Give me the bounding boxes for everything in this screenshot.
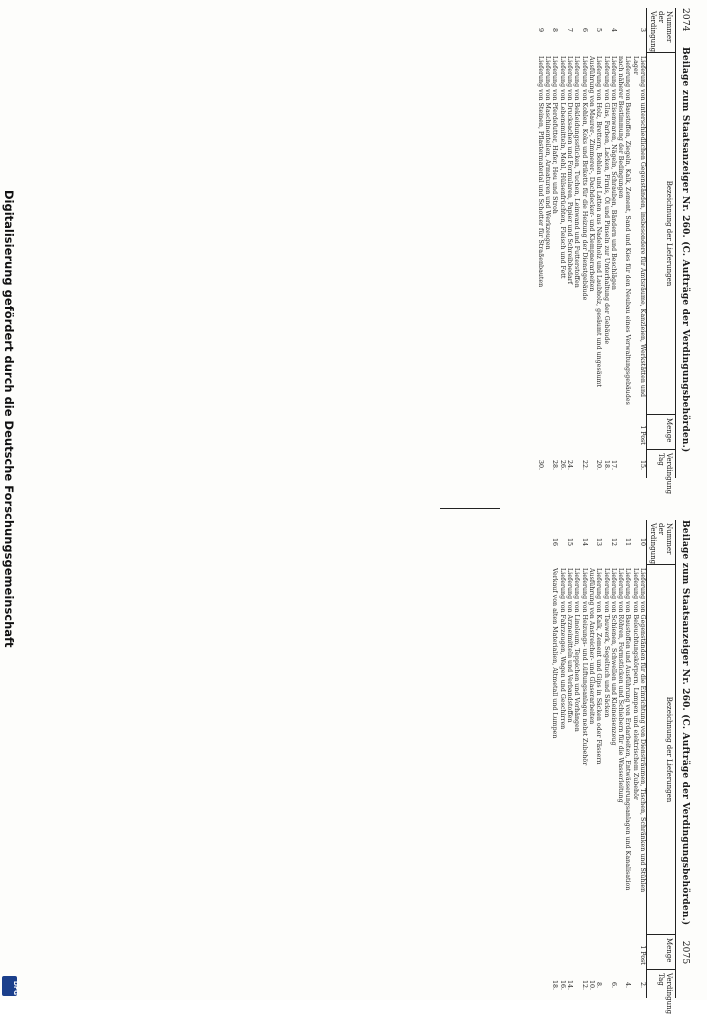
table-cell-c4: 4. <box>624 981 632 988</box>
table-cell-c4: 18. <box>602 459 610 470</box>
table-cell-c3: 1 Post <box>639 425 646 445</box>
table-row <box>573 520 580 998</box>
table-row <box>537 8 544 478</box>
table-cell-c3 <box>595 938 602 972</box>
table-cell-c3: 1 Post <box>639 945 646 965</box>
col-date: Verdingung Tag <box>657 973 673 1014</box>
table-cell-c1 <box>588 8 595 52</box>
table-cell-c2: Lieferung von Maschinenteilen, Armaturen und Werkzeugen <box>544 56 552 250</box>
dfg-logo <box>2 976 17 996</box>
table-cell-c4: 18. <box>551 979 559 990</box>
table-cell-c4 <box>617 452 632 478</box>
top-table-body <box>537 8 646 478</box>
table-row <box>566 520 573 998</box>
table-row <box>573 8 580 478</box>
table-cell-c2: Lieferung von Gegenständen für die Einrichtung von Diensträumen, Tischen, Schränken und Stühlen <box>639 568 646 893</box>
table-cell-c4: 26. <box>558 459 566 470</box>
table-row <box>551 520 558 998</box>
table-row <box>588 520 595 998</box>
table-cell-c1: 3 <box>639 27 646 32</box>
table-cell-c2: Lieferung von Beleuchtungskörpern, Lampen und elektrischem Zubehör <box>631 568 639 800</box>
table-cell-c1 <box>631 520 638 564</box>
table-row <box>595 8 602 478</box>
table-cell-c4: 14. <box>566 979 574 990</box>
table-row <box>631 8 646 478</box>
table-cell-c3 <box>551 938 558 972</box>
table-cell-c3 <box>588 938 595 972</box>
top-page <box>50 8 690 495</box>
table-cell-c1: 8 <box>551 27 559 32</box>
table-cell-c3 <box>602 418 609 452</box>
table-cell-c1: 15 <box>566 537 574 546</box>
table-cell-c1 <box>573 8 580 52</box>
table-row <box>588 8 595 478</box>
table-cell-c3 <box>537 418 544 452</box>
table-cell-c1: 9 <box>536 27 544 32</box>
table-cell-c4 <box>573 972 580 998</box>
table-cell-c1: 7 <box>566 27 574 32</box>
bottom-table-body <box>551 520 646 998</box>
table-cell-c2: Lieferung von Kohlen, Koks und Briketts für die Heizung der Dienstgebäude <box>580 56 588 301</box>
table-row <box>551 8 558 478</box>
top-page-header <box>680 8 690 478</box>
table-row <box>595 520 602 998</box>
col-description: Bezeichnung der Lieferungen <box>647 565 675 935</box>
table-cell-c2: Lieferung von Arzneimitteln und Verbandstoffen <box>566 568 574 723</box>
table-cell-c2: Lieferung von Lebensmitteln, Mehl, Hülsenfrüchten, Fleisch und Fett <box>558 56 566 279</box>
page-separator <box>440 508 500 509</box>
bottom-table-header <box>646 520 676 1014</box>
table-cell-c4: 20. <box>595 459 603 470</box>
col-number: Nummer der Verdingung <box>647 520 675 565</box>
table-cell-c3 <box>558 938 565 972</box>
table-row <box>624 520 631 998</box>
table-cell-c3 <box>558 418 565 452</box>
table-cell-c3 <box>617 418 632 452</box>
table-row <box>602 520 609 998</box>
bottom-page <box>50 520 690 1014</box>
table-cell-c3 <box>573 418 580 452</box>
table-cell-c3 <box>617 938 624 972</box>
table-cell-c3 <box>588 418 595 452</box>
table-cell-c3 <box>602 938 609 972</box>
table-cell-c4: 30. <box>536 459 544 470</box>
table-cell-c2: Lieferung von Tauwerk, Segeltuch und Säcken <box>602 568 610 718</box>
table-cell-c1: 6 <box>580 27 588 32</box>
table-cell-c2: Lieferung von Glas, Farben, Lacken, Firnis, Öl und Pinseln zur Unterhaltung der Gebäude <box>602 56 610 345</box>
table-cell-c2: Lieferung von Kalk, Zement und Gips in Säcken oder Fässern <box>595 568 603 765</box>
table-cell-c4 <box>631 972 638 998</box>
table-cell-c2: Lieferung von Heizungs- und Lüftungsanlagen nebst Zubehör <box>580 568 588 766</box>
table-cell-c1 <box>602 8 609 52</box>
table-cell-c3 <box>580 418 587 452</box>
table-cell-c4 <box>602 972 609 998</box>
table-row <box>566 8 573 478</box>
table-cell-c2: Lieferung von Röhren, Formstücken und Schiebern für die Wasserleitung <box>617 568 625 803</box>
table-cell-c1 <box>588 520 595 564</box>
table-cell-c1: 16 <box>551 537 559 546</box>
table-cell-c4 <box>544 452 551 478</box>
bottom-page-header <box>680 520 690 998</box>
table-cell-c1 <box>617 520 624 564</box>
table-row <box>580 520 587 998</box>
table-cell-c2: Lieferung von Eisenwaren, Nägeln, Schrauben, Bändern und Beschlägen <box>609 56 617 290</box>
table-cell-c1 <box>544 8 551 52</box>
table-row <box>610 8 617 478</box>
top-table-header <box>646 8 676 495</box>
table-cell-c2: Lieferung von Baustoffen, Ziegeln, Kalk, Zement, Sand und Kies für den Neubau eines Verwaltungsgebäudes nach näherer Bestimmung der Bedingungen <box>617 56 632 405</box>
table-cell-c4: 2. <box>639 981 646 988</box>
table-cell-c1 <box>558 520 565 564</box>
table-cell-c1 <box>617 8 632 52</box>
table-cell-c1 <box>558 8 565 52</box>
table-cell-c4: 15. <box>639 459 646 470</box>
table-cell-c2: Ausführung von Maurer-, Zimmerer-, Dachdecker- und Klempnerarbeiten <box>587 56 595 292</box>
table-cell-c2: Lieferung von Steinen, Pflastermaterial und Schotter für Straßenbauten <box>536 56 544 288</box>
table-cell-c3 <box>631 938 638 972</box>
table-cell-c4: 12. <box>580 979 588 990</box>
table-cell-c2: Ausführung von Anstreicher- und Glaserarbeiten <box>587 568 595 725</box>
table-row <box>580 8 587 478</box>
dfg-logo-text: DFG <box>12 981 19 996</box>
table-cell-c3 <box>551 418 558 452</box>
top-page-title: Beilage zum Staatsanzeiger Nr. 260. (C. Aufträge der Verdingungsbehörden.) <box>680 47 690 453</box>
table-cell-c3 <box>595 418 602 452</box>
funding-note-text: Digitalisierung gefördert durch die Deutsche Forschungsgemeinschaft <box>2 190 16 648</box>
table-cell-c3 <box>610 938 617 972</box>
table-cell-c2: Lieferung von unterschiedlichen Gegenständen, insbesondere für Amtsräume, Kanzleien, Werkstätten und Lager <box>631 56 646 398</box>
table-cell-c4: 24. <box>566 459 574 470</box>
col-amount: Menge <box>647 415 675 450</box>
table-row <box>639 520 646 998</box>
table-cell-c4: 22. <box>580 459 588 470</box>
table-cell-c4 <box>588 452 595 478</box>
col-number: Nummer der Verdingung <box>647 8 675 53</box>
bottom-page-title: Beilage zum Staatsanzeiger Nr. 260. (C. Aufträge der Verdingungsbehörden.) <box>680 520 690 926</box>
table-cell-c3 <box>624 938 631 972</box>
table-row <box>602 8 609 478</box>
table-row <box>558 8 565 478</box>
table-row <box>617 520 624 998</box>
table-row <box>544 8 551 478</box>
table-cell-c1 <box>573 520 580 564</box>
table-cell-c4: 28. <box>551 459 559 470</box>
table-cell-c3 <box>544 418 551 452</box>
table-cell-c4: 16. <box>558 979 566 990</box>
table-cell-c4 <box>617 972 624 998</box>
table-cell-c3 <box>610 418 617 452</box>
table-cell-c2: Lieferung von Schienen, Schwellen und Kleineisenzeug <box>609 568 617 746</box>
table-cell-c2: Lieferung von Bekleidungsstücken, Tuchen, Leinwand und Futterstoffen <box>573 56 581 288</box>
table-cell-c1: 14 <box>580 537 588 546</box>
table-cell-c1: 4 <box>609 27 617 32</box>
table-row <box>617 8 632 478</box>
table-cell-c2: Lieferung von Drucksachen und Formularen, Papier und Schreibbedarf <box>566 56 574 285</box>
table-cell-c3 <box>573 938 580 972</box>
table-cell-c1 <box>602 520 609 564</box>
top-page-number: 2074 <box>680 8 690 32</box>
table-cell-c3 <box>580 938 587 972</box>
table-row <box>558 520 565 998</box>
table-cell-c1: 5 <box>595 27 603 32</box>
table-row <box>631 520 638 998</box>
table-cell-c2: Lieferung von Baustoffen und Ausführung von Erdarbeiten, Entwässerungsanlagen und Kanalisation <box>624 568 632 891</box>
col-description: Bezeichnung der Lieferungen <box>647 53 675 415</box>
col-date: Verdingung Tag <box>657 453 673 495</box>
table-cell-c2: Verkauf von alten Materialien, Altmetall und Lumpen <box>551 568 559 739</box>
table-cell-c3 <box>566 418 573 452</box>
table-cell-c2: Lieferung von Linoleum, Teppichen und Vorhängen <box>573 568 581 732</box>
bottom-page-number: 2075 <box>680 940 690 965</box>
table-cell-c4: 17. <box>609 459 617 470</box>
table-cell-c1: 13 <box>595 537 603 546</box>
table-cell-c4: 6. <box>609 981 617 988</box>
funding-note <box>2 190 18 990</box>
table-cell-c4 <box>573 452 580 478</box>
table-cell-c4: 8. <box>595 981 603 988</box>
table-cell-c1: 11 <box>624 537 632 546</box>
table-cell-c3 <box>566 938 573 972</box>
table-cell-c2: Lieferung von Fahrzeugen, Wagen und Geschirren <box>558 568 566 730</box>
table-cell-c2: Lieferung von Pferdefutter, Hafer, Heu und Stroh <box>551 56 559 214</box>
table-cell-c2: Lieferung von Holz, Brettern, Bohlen und Latten aus Nadelholz und Laubholz, gesäumt und ungesäumt <box>595 56 603 388</box>
col-amount: Menge <box>647 935 675 970</box>
table-cell-c1: 10 <box>639 537 646 546</box>
table-cell-c1: 12 <box>609 537 617 546</box>
table-cell-c4: 10. <box>587 979 595 990</box>
table-row <box>610 520 617 998</box>
